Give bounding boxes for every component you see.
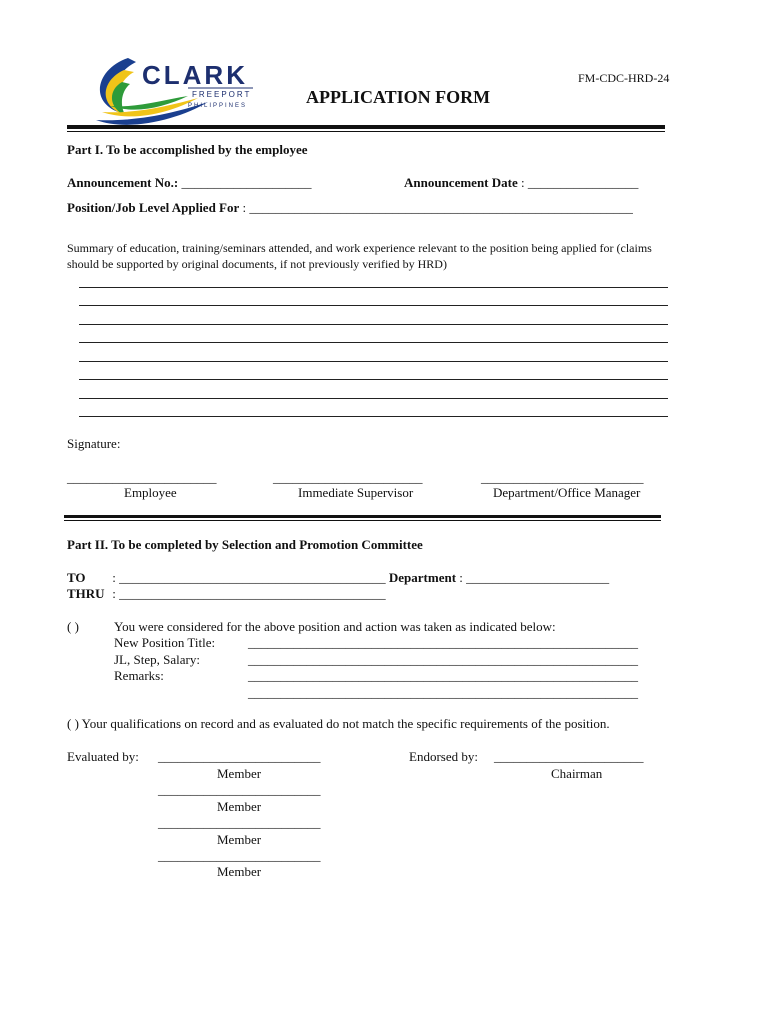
position-blank[interactable]: : ___________________________________________________________	[239, 200, 633, 215]
to-label: TO	[67, 570, 86, 585]
summary-line[interactable]	[79, 305, 668, 306]
endorser-blank[interactable]: _______________________	[494, 749, 644, 764]
thru-field[interactable]	[67, 586, 386, 602]
position-label: Position/Job Level Applied For	[67, 200, 240, 215]
jl-step-salary-blank[interactable]: ____________________________________________________________	[248, 652, 638, 667]
jl-step-salary-label: JL, Step, Salary:	[114, 652, 200, 667]
member-caption: Member	[217, 864, 262, 879]
considered-text: You were considered for the above position and action was taken as indicated below:	[114, 619, 556, 634]
summary-instructions-line1: Summary of education, training/seminars attended, and work experience relevant to the position being applied for (claims	[67, 241, 652, 255]
manager-signature-blank[interactable]: _________________________	[481, 470, 644, 485]
evaluated-by-label: Evaluated by:	[67, 749, 139, 764]
evaluator-blank[interactable]: _________________________	[158, 848, 321, 863]
summary-line[interactable]	[79, 416, 668, 417]
part1-heading: Part I. To be accomplished by the employee	[67, 142, 308, 157]
logo-country: PHILIPPINES	[188, 103, 248, 109]
announcement-no-field[interactable]	[67, 175, 311, 191]
remarks-label: Remarks:	[114, 668, 164, 683]
member-caption: Member	[217, 766, 262, 781]
header-rule	[67, 125, 665, 129]
evaluator-blank[interactable]: _________________________	[158, 815, 321, 830]
member-caption: Member	[217, 832, 262, 847]
to-field[interactable]	[67, 570, 609, 586]
chairman-caption: Chairman	[551, 766, 603, 781]
header-rule-thin	[67, 131, 665, 132]
position-field[interactable]	[67, 200, 633, 216]
department-label: Department	[385, 570, 457, 585]
summary-line[interactable]	[79, 287, 668, 288]
department-blank[interactable]: : ______________________	[456, 570, 610, 585]
section-rule	[64, 515, 661, 518]
announcement-date-blank[interactable]: : _________________	[517, 175, 639, 190]
endorsed-by-label: Endorsed by:	[409, 749, 478, 764]
form-title: APPLICATION FORM	[306, 87, 491, 107]
new-position-blank[interactable]: ____________________________________________________________	[248, 635, 638, 650]
considered-checkbox[interactable]: ( )	[67, 619, 79, 634]
announcement-date-field[interactable]	[404, 175, 638, 191]
employee-signature-blank[interactable]: _______________________	[67, 470, 217, 485]
announcement-no-label: Announcement No.:	[67, 175, 182, 190]
signature-label: Signature:	[67, 436, 121, 451]
evaluator-blank[interactable]: _________________________	[158, 782, 321, 797]
summary-instructions-line2: should be supported by original documents, if not previously verified by HRD)	[67, 257, 447, 271]
section-rule-thin	[64, 520, 661, 521]
announcement-no-blank[interactable]: ____________________	[181, 175, 312, 190]
logo-sub: FREEPORT	[192, 90, 252, 99]
employee-caption: Employee	[124, 485, 177, 500]
manager-caption: Department/Office Manager	[493, 485, 641, 500]
summary-line[interactable]	[79, 342, 668, 343]
remarks-blank[interactable]: ____________________________________________________________	[248, 668, 638, 683]
summary-line[interactable]	[79, 361, 668, 362]
qualifications-checkbox-text[interactable]: ( ) Your qualifications on record and as evaluated do not match the specific requirements of the position.	[67, 716, 610, 731]
new-position-label: New Position Title:	[114, 635, 216, 650]
thru-label: THRU	[67, 586, 105, 601]
member-caption: Member	[217, 799, 262, 814]
summary-line[interactable]	[79, 379, 668, 380]
part2-heading: Part II. To be completed by Selection and Promotion Committee	[67, 537, 423, 552]
remarks-blank[interactable]: ____________________________________________________________	[248, 685, 638, 700]
evaluator-blank[interactable]: _________________________	[158, 749, 321, 764]
to-blank[interactable]: : _________________________________________	[109, 570, 386, 585]
announcement-date-label: Announcement Date	[404, 175, 518, 190]
logo-wordmark: CLARK	[142, 60, 248, 90]
summary-line[interactable]	[79, 398, 668, 399]
document-code: FM-CDC-HRD-24	[578, 71, 670, 85]
supervisor-signature-blank[interactable]: _______________________	[273, 470, 423, 485]
thru-blank[interactable]: : _________________________________________	[109, 586, 386, 601]
supervisor-caption: Immediate Supervisor	[298, 485, 414, 500]
summary-line[interactable]	[79, 324, 668, 325]
clark-freeport-logo	[88, 50, 258, 130]
